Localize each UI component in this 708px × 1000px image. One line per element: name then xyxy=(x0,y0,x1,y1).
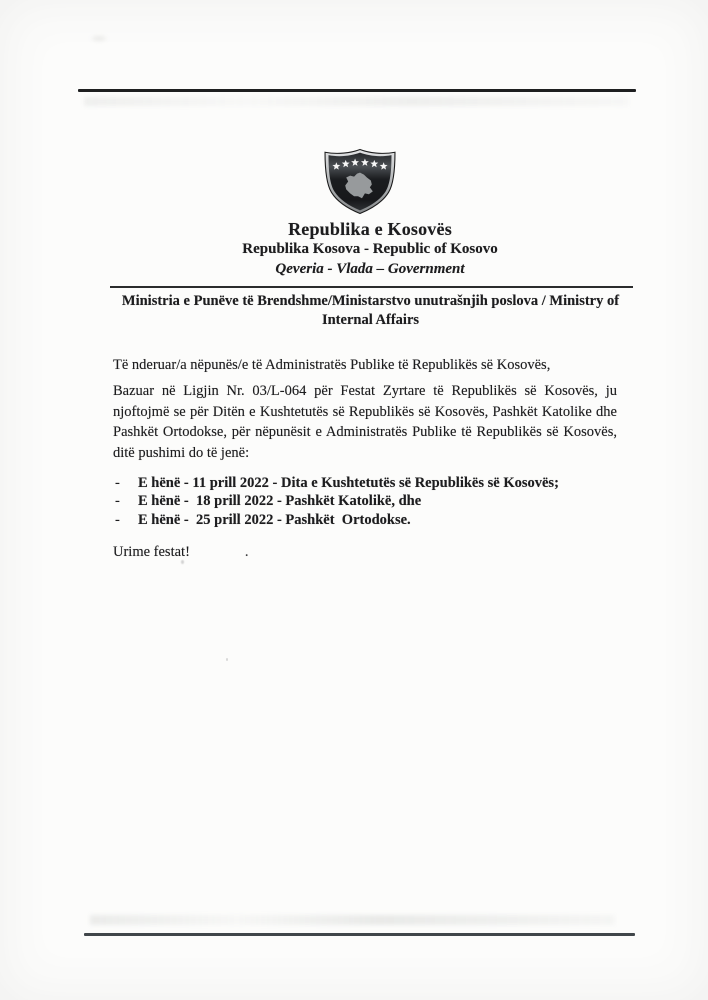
holiday-list xyxy=(115,474,619,529)
closing-text: Urime festat! xyxy=(113,544,190,561)
scan-smudge-top xyxy=(84,97,629,106)
list-dash: - xyxy=(115,511,120,528)
list-dash: - xyxy=(115,475,120,492)
salutation-line: Të nderuar/a nëpunës/e të Administratës Publike të Republikës së Kosovës, xyxy=(113,357,551,374)
scan-speck xyxy=(181,560,184,564)
republic-title: Republika e Kosovës xyxy=(288,219,452,239)
list-dash: - xyxy=(115,493,120,510)
holiday-text: E hënë - 18 prill 2022 - Pashkët Katolikë, dhe xyxy=(138,493,422,510)
ministry-divider-rule xyxy=(110,286,633,288)
holiday-item xyxy=(115,492,619,510)
holiday-item xyxy=(115,474,619,492)
top-horizontal-rule xyxy=(78,89,636,92)
scan-speck xyxy=(226,658,228,661)
closing-line xyxy=(113,544,708,561)
bottom-horizontal-rule xyxy=(84,933,635,936)
ministry-heading: Ministria e Punëve të Brendshme/Ministarstvo unutrašnjih poslova / Ministry of Internal Affairs xyxy=(121,293,620,329)
holiday-text: E hënë - 11 prill 2022 - Dita e Kushtetutës së Republikës së Kosovës; xyxy=(138,475,559,492)
government-line: Qeveria - Vlada – Government xyxy=(275,260,465,277)
stray-dot-mark: . xyxy=(244,544,249,561)
scan-speck xyxy=(92,36,106,41)
letter-content xyxy=(0,148,708,561)
holiday-text: E hënë - 25 prill 2022 - Pashkët Ortodokse. xyxy=(138,511,411,528)
holiday-item xyxy=(115,511,619,529)
kosovo-coat-of-arms-icon xyxy=(321,148,399,215)
republic-subtitle: Republika Kosova - Republic of Kosovo xyxy=(242,240,498,257)
notice-paragraph: Bazuar në Ligjin Nr. 03/L-064 për Festat Zyrtare të Republikës së Kosovës, ju njoftojmë se për Ditën e Kushtetutës së Republikës së Kosovës, Pashkët Katolike dhe Pashkët Ortodokse, për nëpunësit e Administratës Publike të Republikës së Kosovës, ditë pushimi do të jenë: xyxy=(113,383,617,461)
scan-smudge-bottom xyxy=(90,915,615,925)
